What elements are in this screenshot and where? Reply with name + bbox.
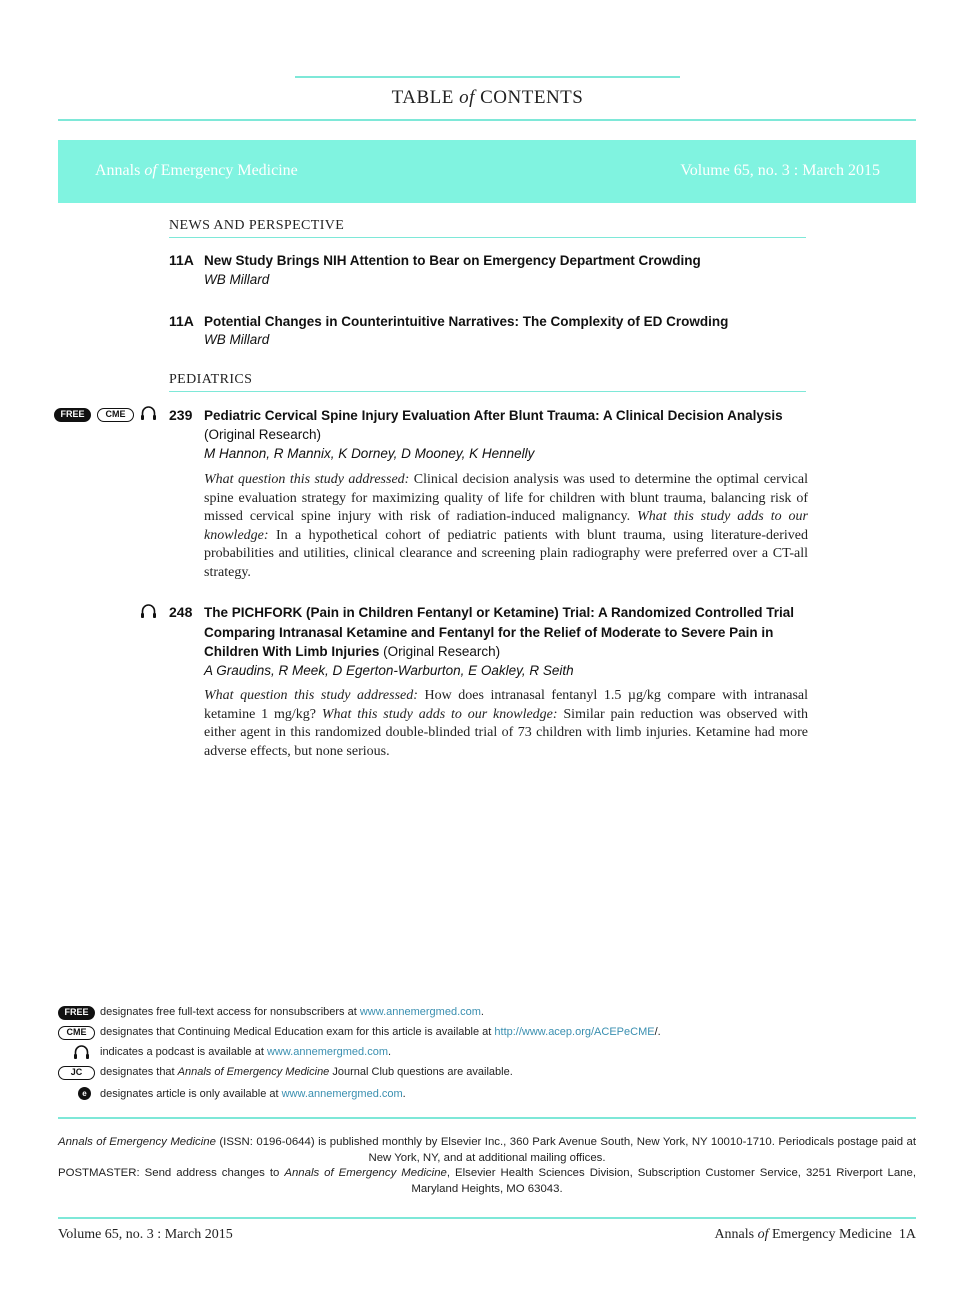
article-title[interactable]: Pediatric Cervical Spine Injury Evaluation After Blunt Trauma: A Clinical Decision Analysis — [204, 408, 783, 423]
page-number: 1A — [898, 1227, 916, 1242]
article-summary: What question this study addressed: How does intranasal fentanyl 1.5 µg/kg compare with intranasal ketamine 1 mg/kg? What this study adds to our knowledge: Similar pain reduction was observed with either agent in this randomized double-blinded trial of 73 children with limb injuries. Ketamine had more adverse effects, but none serious. — [204, 688, 809, 759]
online-only-icon: e — [78, 1087, 91, 1100]
cme-badge-icon: CME — [58, 1026, 95, 1040]
annemergmed-link[interactable]: www.annemergmed.com — [266, 1046, 388, 1058]
acep-cme-link[interactable]: http://www.acep.org/ACEPeCME — [494, 1026, 655, 1038]
article-title[interactable]: The PICHFORK (Pain in Children Fentanyl or Ketamine) Trial: A Randomized Controlled Trial Comparing Intranasal Ketamine and Fentanyl for the Relief of Moderate to Severe Pain in Children With Limb Injuries (Original Research) — [204, 605, 795, 659]
article-type: (Original Research) — [204, 427, 322, 442]
annemergmed-link[interactable]: www.annemergmed.com — [359, 1006, 481, 1018]
article-page-number: 239 — [169, 407, 193, 423]
article-summary: What question this study addressed: Clinical decision analysis was used to determine the optimal cervical spine evaluation strategy for maximizing quality of life for children with blunt trauma, balancing risk of missed cervical spine injury with risk of radiation-induced malignancy. What this study adds to our knowledge: In a hypothetical cohort of pediatric patients with blunt trauma, using literature-derived probabilities and utilities, clinical clearance and screening plain radiography were preferred over a CT-all strategy. — [204, 472, 809, 580]
title-bottom-rule — [58, 119, 916, 121]
section-heading-news: NEWS AND PERSPECTIVE — [169, 218, 345, 233]
banner-journal-name: Annals of Emergency Medicine — [95, 162, 298, 179]
article-authors: WB Millard — [204, 272, 270, 287]
legend-online-text: designates article is only available at www.annemergmed.com. — [100, 1088, 406, 1100]
cme-badge-icon: CME — [97, 408, 134, 422]
page-title: TABLE of CONTENTS — [391, 87, 584, 108]
article-authors: A Graudins, R Meek, D Egerton-Warburton, E Oakley, R Seith — [204, 663, 574, 678]
article-title[interactable]: Potential Changes in Counterintuitive Narratives: The Complexity of ED Crowding — [204, 314, 729, 329]
free-badge-icon: FREE — [58, 1006, 95, 1020]
footer-journal: Annals of Emergency Medicine 1A — [714, 1227, 916, 1242]
postmaster-statement: POSTMASTER: Send address changes to Annals of Emergency Medicine, Elsevier Health Sciences Division, Subscription Customer Service, 3251 Riverport Lane, Maryland Heights, MO 63043. — [58, 1167, 916, 1195]
legend-jc-text: designates that Annals of Emergency Medicine Journal Club questions are available. — [100, 1066, 513, 1078]
section-rule — [169, 391, 806, 392]
footer-rule — [58, 1217, 916, 1219]
legend-free-text: designates free full-text access for nonsubscribers at www.annemergmed.com. — [100, 1006, 484, 1018]
title-top-rule — [295, 76, 680, 78]
free-badge-icon: FREE — [54, 408, 91, 422]
section-heading-pediatrics: PEDIATRICS — [169, 372, 253, 387]
legend-divider — [58, 1117, 916, 1119]
journal-club-badge-icon: JC — [58, 1066, 95, 1080]
legend-podcast-text: indicates a podcast is available at www.annemergmed.com. — [100, 1046, 392, 1058]
article-page-number: 11A — [169, 252, 194, 268]
annemergmed-link[interactable]: www.annemergmed.com — [281, 1088, 403, 1100]
article-authors: M Hannon, R Mannix, K Dorney, D Mooney, K Hennelly — [204, 446, 535, 461]
publisher-statement: Annals of Emergency Medicine (ISSN: 0196-0644) is published monthly by Elsevier Inc., 360 Park Avenue South, New York, NY 10010-1710. Periodicals postage paid at New York, NY, and at additional mailing offices. — [58, 1136, 916, 1164]
podcast-icon — [73, 1044, 90, 1060]
article-title[interactable]: New Study Brings NIH Attention to Bear on Emergency Department Crowding — [204, 253, 701, 268]
footer-issue: Volume 65, no. 3 : March 2015 — [58, 1227, 233, 1242]
podcast-icon — [140, 603, 157, 619]
article-page-number: 248 — [169, 604, 193, 620]
podcast-icon — [140, 405, 157, 421]
article-authors: WB Millard — [204, 332, 270, 347]
article-page-number: 11A — [169, 313, 194, 329]
publisher-info — [58, 1135, 916, 1197]
journal-banner — [58, 140, 916, 203]
banner-issue: Volume 65, no. 3 : March 2015 — [680, 162, 880, 179]
legend-cme-text: designates that Continuing Medical Education exam for this article is available at http://www.acep.org/ACEPeCME/. — [100, 1026, 661, 1038]
section-rule — [169, 237, 806, 238]
